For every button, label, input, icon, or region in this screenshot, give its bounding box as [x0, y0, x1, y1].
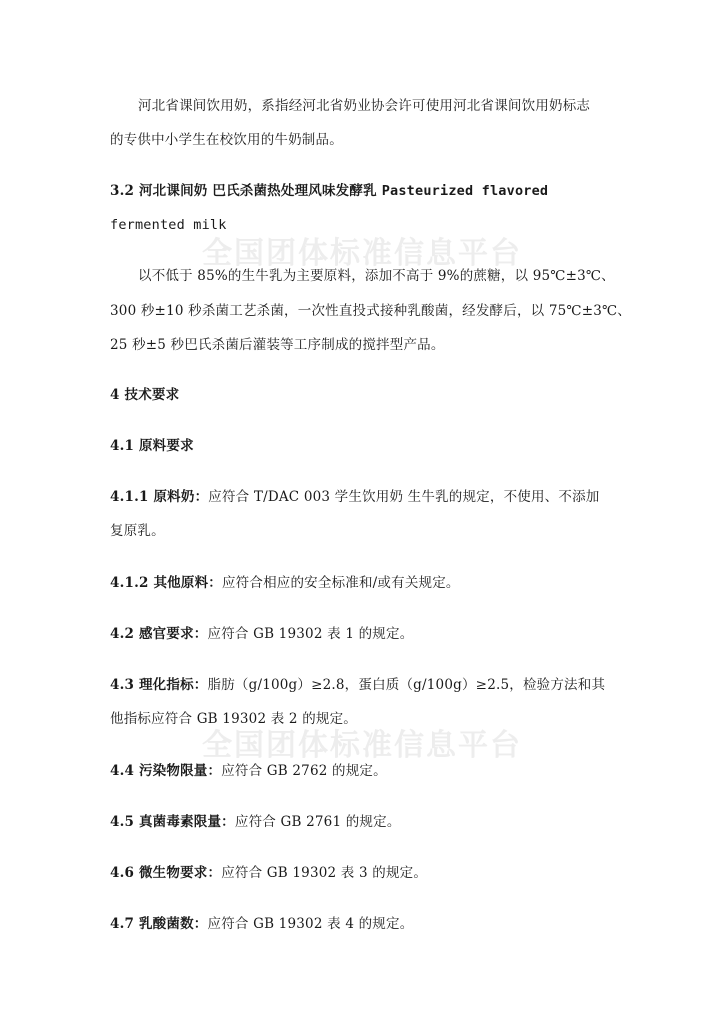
clause-text-cont: 他指标应符合 GB 19302 表 2 的规定。	[110, 711, 357, 727]
clause-4-4	[110, 762, 387, 780]
section-heading-4-1: 4.1 原料要求	[110, 438, 194, 454]
watermark-text: 全国团体标准信息平台	[202, 728, 522, 763]
clause-4-1-2	[110, 574, 460, 592]
section-heading-4: 4 技术要求	[110, 387, 180, 403]
paragraph-line: 的专供中小学生在校饮用的牛奶制品。	[110, 132, 343, 148]
clause-text: 应符合 GB 2761 的规定。	[234, 814, 401, 830]
clause-text: 应符合 GB 19302 表 3 的规定。	[221, 865, 428, 881]
paragraph-line: 300 秒±10 秒杀菌工艺杀菌，一次性直投式接种乳酸菌，经发酵后，以 75℃±3℃、	[110, 303, 632, 319]
paragraph-line: 以不低于 85%的生牛乳为主要原料，添加不高于 9%的蔗糖，以 95℃±3℃、	[138, 268, 615, 284]
clause-label: 4.5 真菌毒素限量：	[110, 814, 235, 830]
clause-text: 应符合 GB 2762 的规定。	[221, 763, 387, 779]
clause-label: 4.4 污染物限量：	[110, 763, 222, 779]
paragraph-line: 河北省课间饮用奶，系指经河北省奶业协会许可使用河北省课间饮用奶标志	[138, 98, 591, 114]
clause-4-5	[110, 813, 401, 831]
clause-label: 4.6 微生物要求：	[110, 865, 222, 881]
clause-4-2	[110, 625, 413, 643]
section-heading-3-2	[110, 182, 548, 200]
clause-4-3	[110, 676, 605, 694]
section-heading-cn: 3.2 河北课间奶 巴氏杀菌热处理风味发酵乳	[110, 183, 377, 199]
clause-label: 4.7 乳酸菌数：	[110, 916, 208, 932]
clause-text: 应符合相应的安全标准和/或有关规定。	[221, 575, 460, 591]
clause-text: 脂肪（g/100g）≥2.8，蛋白质（g/100g）≥2.5，检验方法和其	[207, 677, 606, 693]
clause-text: 应符合 GB 19302 表 4 的规定。	[207, 916, 414, 932]
clause-label: 4.2 感官要求：	[110, 626, 208, 642]
clause-4-6	[110, 864, 427, 882]
paragraph-line: 25 秒±5 秒巴氏杀菌后灌装等工序制成的搅拌型产品。	[110, 337, 445, 353]
section-heading-en-cont: fermented milk	[110, 217, 227, 233]
watermark-text: 全国团体标准信息平台	[202, 236, 522, 271]
clause-4-7	[110, 915, 413, 933]
clause-text: 应符合 GB 19302 表 1 的规定。	[207, 626, 414, 642]
clause-label: 4.1.2 其他原料：	[110, 575, 222, 591]
clause-label: 4.1.1 原料奶：	[110, 489, 209, 505]
clause-label: 4.3 理化指标：	[110, 677, 208, 693]
clause-text: 应符合 T/DAC 003 学生饮用奶 生牛乳的规定，不使用、不添加	[208, 489, 600, 505]
section-heading-en: Pasteurized flavored	[381, 183, 549, 199]
clause-text-cont: 复原乳。	[110, 523, 165, 539]
clause-4-1-1	[110, 488, 599, 506]
